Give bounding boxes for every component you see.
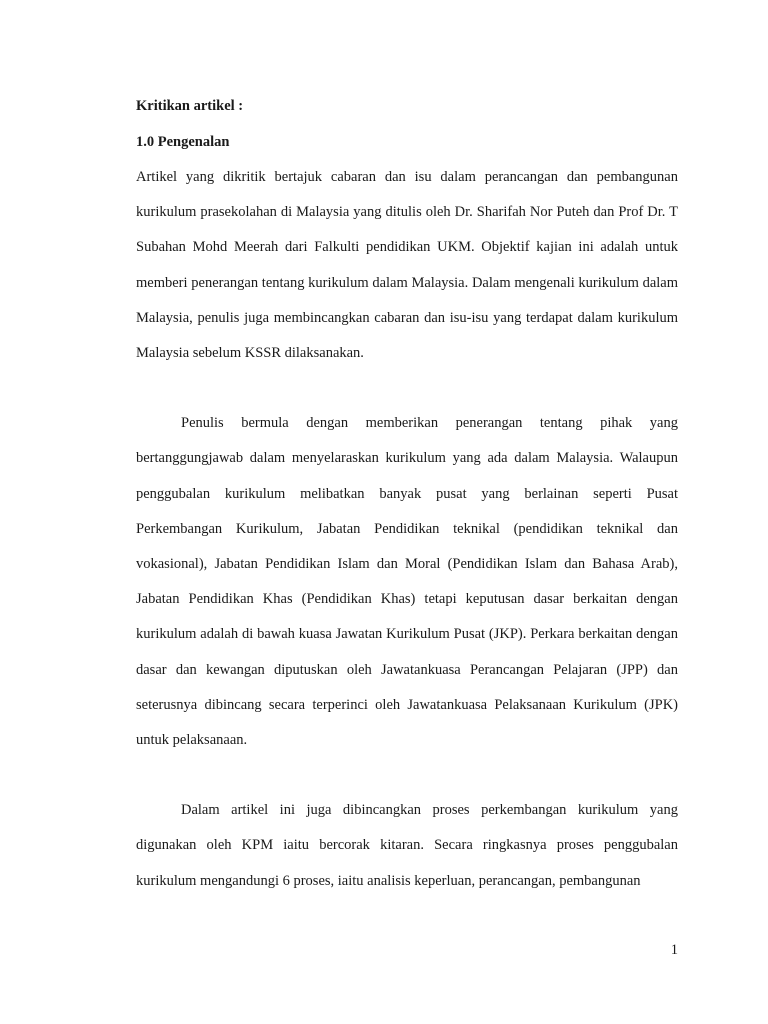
section-heading: 1.0 Pengenalan [136, 134, 230, 150]
document-title: Kritikan artikel : [136, 98, 244, 114]
paragraph-introduction: Artikel yang dikritik bertajuk cabaran dan isu dalam perancangan dan pembangunan kurikulum prasekolahan di Malaysia yang ditulis oleh Dr. Sharifah Nor Puteh dan Prof Dr. T Subahan Mohd Meerah dari Falkulti pendidikan UKM. Objektif kajian ini adalah untuk memberi penerangan tentang kurikulum dalam Malaysia. Dalam mengenali kurikulum dalam Malaysia, penulis juga membincangkan cabaran dan isu-isu yang terdapat dalam kurikulum Malaysia sebelum KSSR dilaksanakan. [136, 169, 678, 362]
paragraph-spacer [136, 371, 678, 406]
paragraph-spacer [136, 758, 678, 793]
document-page [136, 88, 678, 899]
page-number: 1 [670, 942, 678, 958]
paragraph-curriculum-bodies: Penulis bermula dengan memberikan penerangan tentang pihak yang bertanggungjawab dalam menyelaraskan kurikulum yang ada dalam Malaysia. Walaupun penggubalan kurikulum melibatkan banyak pusat yang berlainan seperti Pusat Perkembangan Kurikulum, Jabatan Pendidikan teknikal (pendidikan teknikal dan vokasional), Jabatan Pendidikan Islam dan Moral (Pendidikan Islam dan Bahasa Arab), Jabatan Pendidikan Khas (Pendidikan Khas) tetapi keputusan dasar berkaitan dengan kurikulum adalah di bawah kuasa Jawatan Kurikulum Pusat (JKP). Perkara berkaitan dengan dasar dan kewangan diputuskan oleh Jawatankuasa Perancangan Pelajaran (JPP) dan seterusnya dibincang secara terperinci oleh Jawatankuasa Pelaksanaan Kurikulum (JPK) untuk pelaksanaan. [136, 415, 678, 749]
paragraph-curriculum-process: Dalam artikel ini juga dibincangkan proses perkembangan kurikulum yang digunakan oleh KPM iaitu bercorak kitaran. Secara ringkasnya proses penggubalan kurikulum mengandungi 6 proses, iaitu analisis keperluan, perancangan, pembangunan [136, 802, 678, 889]
